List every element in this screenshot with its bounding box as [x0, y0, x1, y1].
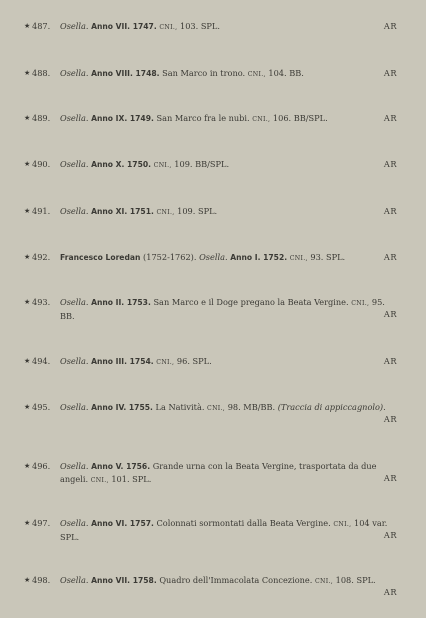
lot-description — [60, 20, 398, 34]
description-fragment: 103. SPL. — [179, 21, 220, 31]
lot-description — [60, 112, 398, 126]
description-fragment: 104 var. SPL. — [60, 518, 388, 542]
description-fragment: 93. SPL. — [310, 252, 346, 262]
description-fragment: Osella. — [60, 461, 89, 471]
star-icon: ★ — [24, 114, 31, 122]
description-fragment: 106. BB/SPL. — [272, 113, 328, 123]
star-icon: ★ — [24, 357, 31, 365]
metal-label: AR — [383, 587, 397, 597]
description-fragment: Osella. — [60, 402, 89, 412]
description-fragment: CNI., — [156, 209, 175, 216]
metal-label: AR — [383, 159, 397, 169]
lot-number: 487. — [32, 21, 51, 31]
description-fragment: Anno IX. 1749. — [91, 114, 154, 123]
description-fragment: CNI., — [252, 116, 271, 123]
description-fragment: CNI., — [90, 477, 109, 484]
lot-number: 495. — [32, 402, 51, 412]
description-fragment: 109. SPL. — [177, 206, 218, 216]
description-fragment: Osella. — [60, 518, 89, 528]
star-icon: ★ — [24, 207, 31, 215]
metal-label: AR — [383, 68, 397, 78]
description-fragment: 109. BB/SPL. — [174, 159, 230, 169]
lot-number: 493. — [32, 297, 51, 307]
star-icon: ★ — [24, 298, 31, 306]
star-icon: ★ — [24, 576, 31, 584]
lot-description — [60, 401, 398, 415]
lot-description — [60, 296, 398, 322]
description-fragment: Osella. — [60, 297, 89, 307]
star-icon: ★ — [24, 160, 31, 168]
lot-number: 494. — [32, 356, 51, 366]
description-fragment: Anno III. 1754. — [91, 357, 154, 366]
description-fragment: Anno VIII. 1748. — [91, 69, 160, 78]
metal-label: AR — [383, 206, 397, 216]
description-fragment: 96. SPL. — [176, 356, 212, 366]
lot-description — [60, 355, 398, 369]
description-fragment: CNI., — [351, 300, 370, 307]
description-fragment: Osella. — [60, 356, 89, 366]
description-fragment: Anno IV. 1755. — [91, 403, 153, 412]
description-fragment: 101. SPL. — [111, 474, 152, 484]
description-fragment: 108. SPL. — [335, 575, 376, 585]
description-fragment: Anno X. 1750. — [91, 160, 152, 169]
description-fragment: Osella. — [60, 575, 89, 585]
description-fragment: Colonnati sormontati dalla Beata Vergine. — [156, 518, 331, 528]
description-fragment: CNI., — [153, 162, 172, 169]
description-fragment: San Marco fra le nubi. — [156, 113, 250, 123]
description-fragment: La Natività. — [155, 402, 205, 412]
description-fragment: Osella. — [60, 113, 89, 123]
lot-number: 497. — [32, 518, 51, 528]
description-fragment: Anno VII. 1747. — [91, 22, 157, 31]
lot-number: 491. — [32, 206, 51, 216]
star-icon: ★ — [24, 462, 31, 470]
star-icon: ★ — [24, 253, 31, 261]
description-fragment: CNI., — [289, 255, 308, 262]
description-fragment: Anno I. 1752. — [230, 253, 288, 262]
lot-number: 496. — [32, 461, 51, 471]
description-fragment: 95. BB. — [60, 297, 385, 321]
description-fragment: CNI., — [156, 359, 175, 366]
description-fragment: San Marco e il Doge pregano la Beata Vergine. — [153, 297, 349, 307]
lot-description — [60, 517, 398, 543]
description-fragment: (1752-1762). — [143, 252, 197, 262]
description-fragment: (Traccia di appiccagnolo). — [277, 402, 386, 412]
description-fragment: 104. BB. — [268, 68, 304, 78]
description-fragment: CNI., — [247, 71, 266, 78]
description-fragment: Quadro dell'Immacolata Concezione. — [159, 575, 313, 585]
description-fragment: Francesco Loredan — [60, 253, 141, 262]
star-icon: ★ — [24, 22, 31, 30]
description-fragment: CNI., — [159, 24, 178, 31]
lot-description — [60, 158, 398, 172]
lot-description — [60, 574, 398, 588]
lot-description — [60, 251, 398, 265]
description-fragment: San Marco in trono. — [162, 68, 246, 78]
metal-label: AR — [383, 21, 397, 31]
lot-description — [60, 67, 398, 81]
lot-number: 490. — [32, 159, 51, 169]
lot-description — [60, 460, 398, 487]
description-fragment: CNI., — [207, 405, 226, 412]
description-fragment: Anno II. 1753. — [91, 298, 151, 307]
description-fragment: Anno VI. 1757. — [91, 519, 154, 528]
description-fragment: Osella. — [199, 252, 228, 262]
description-fragment: Osella. — [60, 68, 89, 78]
lot-number: 488. — [32, 68, 51, 78]
star-icon: ★ — [24, 519, 31, 527]
description-fragment: Anno V. 1756. — [91, 462, 151, 471]
star-icon: ★ — [24, 403, 31, 411]
metal-label: AR — [383, 530, 397, 540]
metal-label: AR — [383, 252, 397, 262]
description-fragment: Anno VII. 1758. — [91, 576, 157, 585]
description-fragment: Osella. — [60, 206, 89, 216]
lot-number: 498. — [32, 575, 51, 585]
description-fragment: CNI., — [333, 521, 352, 528]
description-fragment: Osella. — [60, 21, 89, 31]
lot-description — [60, 205, 398, 219]
description-fragment: Osella. — [60, 159, 89, 169]
description-fragment: 98. MB/BB. — [227, 402, 276, 412]
description-fragment: CNI., — [315, 578, 334, 585]
metal-label: AR — [383, 356, 397, 366]
metal-label: AR — [383, 309, 397, 319]
description-fragment: Grande urna con la Beata Vergine, trasportata da due angeli. — [60, 461, 377, 484]
lot-number: 489. — [32, 113, 51, 123]
metal-label: AR — [383, 414, 397, 424]
metal-label: AR — [383, 113, 397, 123]
metal-label: AR — [383, 473, 397, 483]
description-fragment: Anno XI. 1751. — [91, 207, 154, 216]
lot-number: 492. — [32, 252, 51, 262]
star-icon: ★ — [24, 69, 31, 77]
